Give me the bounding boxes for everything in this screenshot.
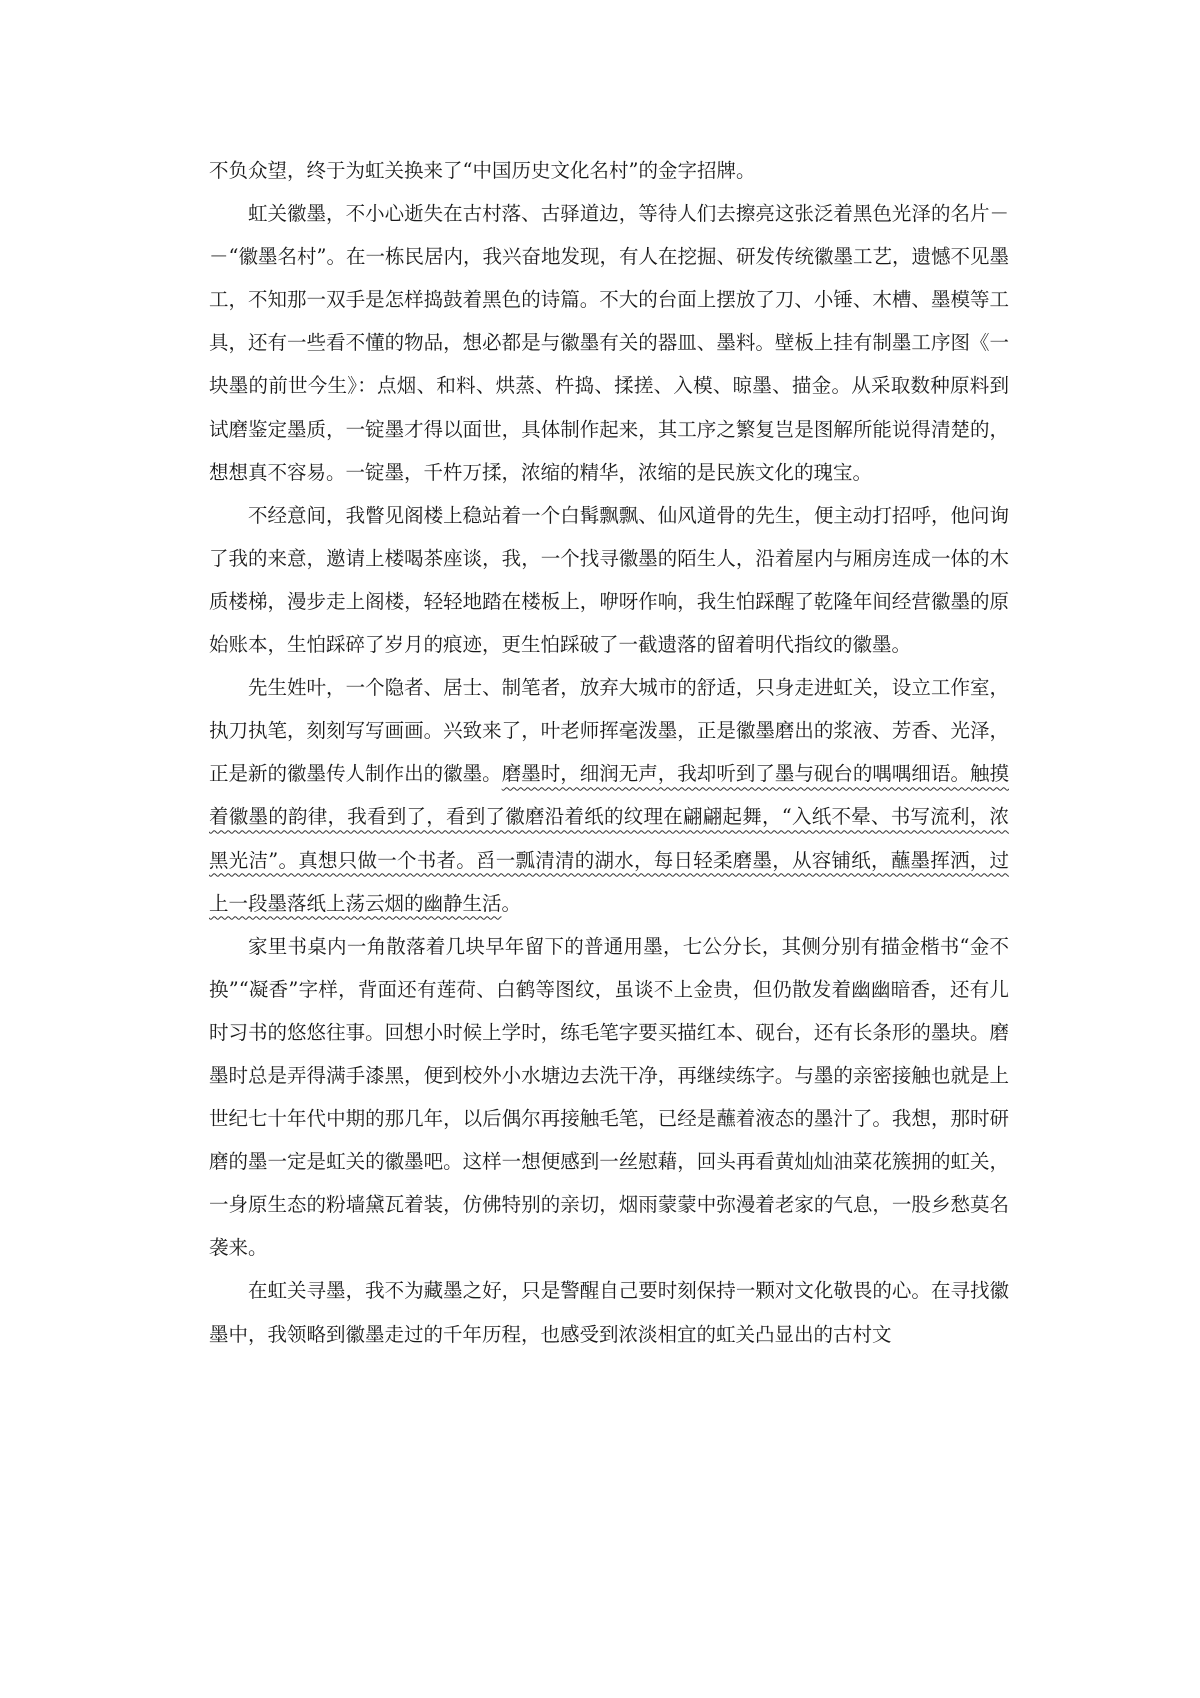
body-text xyxy=(209,149,1009,1356)
paragraph xyxy=(209,192,1009,494)
paragraph xyxy=(209,149,1009,192)
paragraph xyxy=(209,925,1009,1270)
text-segment: 。 xyxy=(501,891,522,915)
text-segment: 不经意间，我瞥见阁楼上稳站着一个白髯飘飘、仙风道骨的先生，便主动打招呼，他问询了我的来意，邀请上楼喝茶座谈，我，一个找寻徽墨的陌生人，沿着屋内与厢房连成一体的木质楼梯，漫步走上阁楼，轻轻地踏在楼板上，咿呀作响，我生怕踩醒了乾隆年间经营徽墨的原始账本，生怕踩碎了岁月的痕迹，更生怕踩破了一截遗落的留着明代指纹的徽墨。 xyxy=(209,503,1009,657)
text-segment: 虹关徽墨，不小心逝失在古村落、古驿道边，等待人们去擦亮这张泛着黑色光泽的名片－－“徽墨名村”。在一栋民居内，我兴奋地发现，有人在挖掘、研发传统徽墨工艺，遗憾不见墨工，不知那一双手是怎样捣鼓着黑色的诗篇。不大的台面上摆放了刀、小锤、木槽、墨模等工具，还有一些看不懂的物品，想必都是与徽墨有关的器皿、墨料。壁板上挂有制墨工序图《一块墨的前世今生》：点烟、和料、烘蒸、杵捣、揉搓、入模、晾墨、描金。从采取数种原料到试磨鉴定墨质，一锭墨才得以面世，具体制作起来，其工序之繁复岂是图解所能说得清楚的，想想真不容易。一锭墨，千杵万揉，浓缩的精华，浓缩的是民族文化的瑰宝。 xyxy=(209,202,1009,484)
underlined-passage: 磨墨时，细润无声，我却听到了墨与砚台的喁喁细语。触摸着徽墨的韵律，我看到了，看到了徽磨沿着纸的纹理在翩翩起舞，“入纸不晕、书写流利，浓黑光洁”。真想只做一个书者。舀一瓢清清的湖水，每日轻柔磨墨，从容铺纸，蘸墨挥洒，过上一段墨落纸上荡云烟的幽静生活 xyxy=(209,762,1009,915)
text-segment: 家里书桌内一角散落着几块早年留下的普通用墨，七公分长，其侧分别有描金楷书“金不换”“凝香”字样，背面还有莲荷、白鹤等图纹，虽谈不上金贵，但仍散发着幽幽暗香，还有儿时习书的悠悠往事。回想小时候上学时，练毛笔字要买描红本、砚台，还有长条形的墨块。磨墨时总是弄得满手漆黑，便到校外小水塘边去洗干净，再继续练字。与墨的亲密接触也就是上世纪七十年代中期的那几年，以后偶尔再接触毛笔，已经是蘸着液态的墨汁了。我想，那时研磨的墨一定是虹关的徽墨吧。这样一想便感到一丝慰藉，回头再看黄灿灿油菜花簇拥的虹关，一身原生态的粉墙黛瓦着装，仿佛特别的亲切，烟雨蒙蒙中弥漫着老家的气息，一股乡愁莫名袭来。 xyxy=(209,934,1009,1260)
paragraph xyxy=(209,666,1009,925)
paragraph xyxy=(209,494,1009,666)
text-segment: 不负众望，终于为虹关换来了“中国历史文化名村”的金字招牌。 xyxy=(209,159,756,182)
text-segment: 在虹关寻墨，我不为藏墨之好，只是警醒自己要时刻保持一颗对文化敬畏的心。在寻找徽墨中，我领略到徽墨走过的千年历程，也感受到浓淡相宜的虹关凸显出的古村文 xyxy=(209,1279,1009,1346)
text-segment: 先生姓叶，一个隐者、居士、制笔者，放弃大城市的舒适，只身走进虹关，设立工作室，执刀执笔，刻刻写写画画。兴致来了，叶老师挥毫泼墨，正是徽墨磨出的浆液、芳香、光泽，正是新的徽墨传人制作出的徽墨。 xyxy=(209,676,1009,786)
paragraph xyxy=(209,1269,1009,1355)
